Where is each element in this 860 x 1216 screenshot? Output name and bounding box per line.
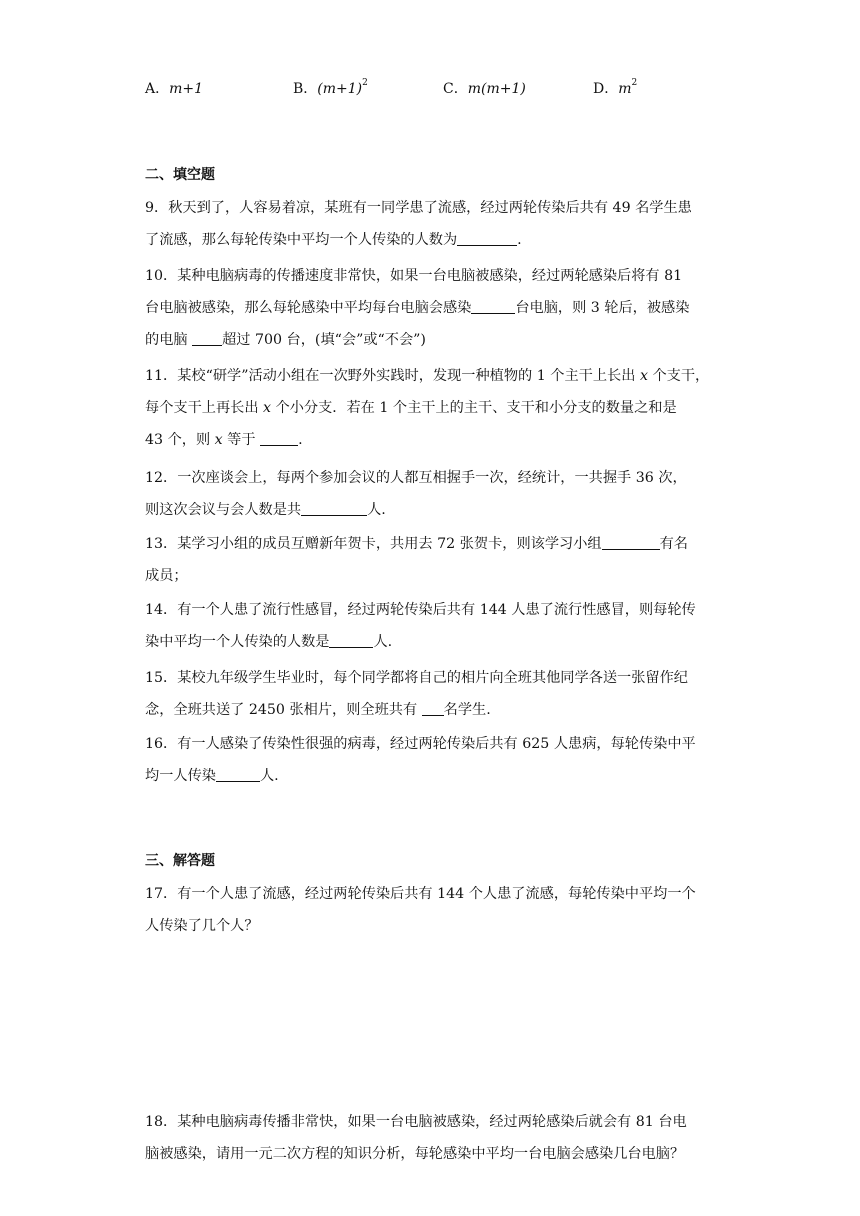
answer-blank[interactable]: [329, 631, 373, 648]
question-11: 11．某校“研学”活动小组在一次野外实践时，发现一种植物的 1 个主干上长出 x 个支干， 每个支干上再长出 x 个小分支．若在 1 个主干上的主干、支干和小分支的数量之和是 43 个，则 x 等于 .: [145, 368, 710, 448]
question-13: 13．某学习小组的成员互赠新年贺卡，共用去 72 张贺卡，则该学习小组 有名 成员；: [145, 528, 715, 592]
answer-blank[interactable]: [471, 297, 515, 314]
answer-blank[interactable]: [602, 533, 660, 550]
question-10: 10．某种电脑病毒的传播速度非常快，如果一台电脑被感染，经过两轮感染后将有 81 台电脑被感染，那么每轮感染中平均每台电脑会感染 台电脑，则 3 轮后，被感染 的电脑 超过 700 台，(填“会”或“不会”): [145, 268, 690, 348]
question-16: 16．有一人感染了传染性很强的病毒，经过两轮传染后共有 625 人患病，每轮传染中平 均一人传染 人.: [145, 736, 696, 784]
answer-blank[interactable]: [457, 229, 517, 246]
answer-blank[interactable]: [260, 429, 298, 446]
answer-blank[interactable]: [216, 765, 260, 782]
option-b: B．$(m+1)^2$: [293, 78, 368, 97]
question-15: 15．某校九年级学生毕业时，每个同学都将自己的相片向全班其他同学各送一张留作纪 念，全班共送了 2450 张相片，则全班共有 名学生.: [145, 670, 688, 718]
option-c: C．m(m+1): [443, 81, 526, 97]
question-17: 17．有一个人患了流感，经过两轮传染后共有 144 个人患了流感，每轮传染中平均一个 人传染了几个人？: [145, 886, 696, 934]
question-14: 14．有一个人患了流行性感冒，经过两轮传染后共有 144 人患了流行性感冒，则每轮传 染中平均一个人传染的人数是 人.: [145, 602, 696, 650]
question-9: 9．秋天到了，人容易着凉，某班有一同学患了流感，经过两轮传染后共有 49 名学生患 了流感，那么每轮传染中平均一个人传染的人数为 .: [145, 200, 692, 248]
option-d: D．$m^2$: [593, 78, 638, 97]
answer-blank[interactable]: [422, 699, 444, 716]
answer-blank[interactable]: [192, 329, 222, 346]
section-heading-answer: 三、解答题: [145, 853, 215, 869]
option-a: A．m+1: [145, 81, 204, 97]
question-12: 12．一次座谈会上，每两个参加会议的人都互相握手一次，经统计，一共握手 36 次， 则这次会议与会人数是共 人.: [145, 470, 687, 518]
multiple-choice-options: [145, 78, 705, 102]
question-18: 18．某种电脑病毒传播非常快，如果一台电脑被感染，经过两轮感染后就会有 81 台电 脑被感染，请用一元二次方程的知识分析，每轮感染中平均一台电脑会感染几台电脑？: [145, 1114, 687, 1162]
answer-blank[interactable]: [301, 499, 367, 516]
section-heading-fill: 二、填空题: [145, 167, 215, 183]
